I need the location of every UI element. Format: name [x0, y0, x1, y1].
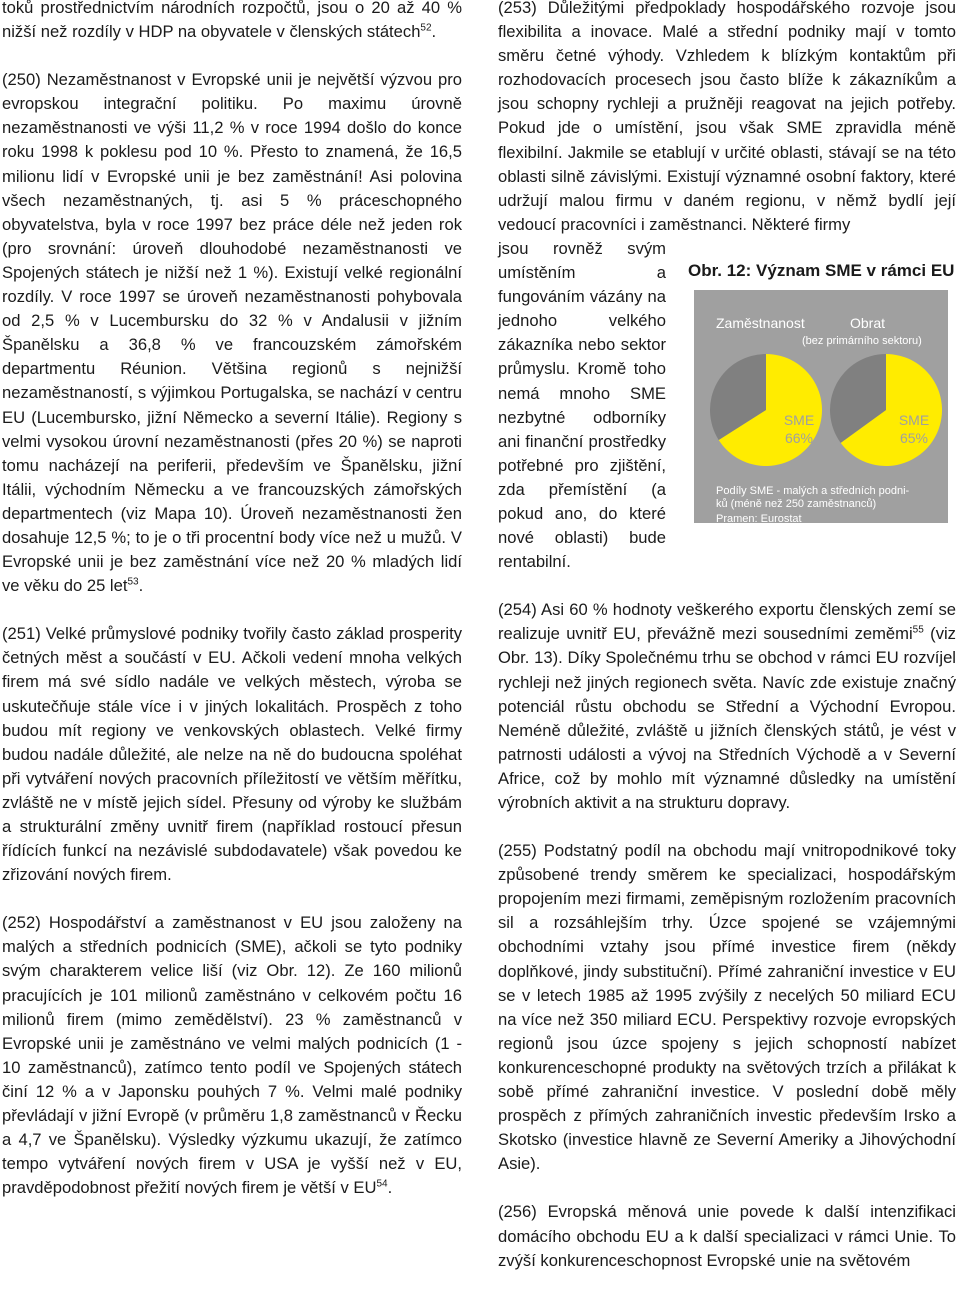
paragraph-255: (255) Podstatný podíl na obchodu mají vnitropodnikové toky způsobené trendy směrem ke specializaci, hospodářským propojením mezi firmami, zeměpisným rozložením pracovních sil a rozsáhlejším trhy. Úzce spojené se vzájemnými obchodními vztahy jsou přímé investice firem (někdy doplňkové, jindy substituční). Přímé zahraniční investice v EU se v letech 1985 až 1995 zvýšily z necelých 50 miliard ECU na více než 350 miliard ECU. Perspektivy rozvoje evropských regionů jsou úzce spojeny s jejich schopností nabízet konkurenceschopné produkty na světových trzích a přilákat k sobě přímé zahraniční investice. V poslední době měly prospěch z přímých zahraničních investic především Irsko a Skotsko (investice hlavně ze Severní Ameriky a Jihovýchodní Asie).	[498, 841, 956, 1174]
intro-paragraph: toků prostřednictvím národních rozpočtů, jsou o 20 až 40 % nižší než rozdíly v HDP na obyvatele v členských státech$^{52}$.	[2, 0, 462, 42]
paragraph-250: (250) Nezaměstnanost v Evropské unii je největší výzvou pro evropskou integrační politiku. Po maximu úrovně nezaměstnanosti ve výši 11,2 % v roce 1994 došlo do konce roku 1998 k poklesu pod 10 %. Přesto to znamená, že 16,5 milionu lidí v Evropské unii je bez zaměstnání! Asi polovina všech nezaměstnaných, tj. asi 5 % práceschopného obyvatelstva, byla v roce 1997 bez práce déle než jeden rok (pro srovnání: úroveň dlouhodobé nezaměstnanosti ve Spojených státech je nižší než 1 %). Existují velké regionální rozdíly. V roce 1997 se úroveň nezaměstnanosti pohybovala od 2,5 % v Lucembursku do 32 % v Andalusii v jižním Španělsku a 36,8 % ve francouzském zámořském departmentu Réunion. Většina regionů s nejnižší nezaměstnaností, s výjimkou Portugalska, se nachází v centru EU (Lucembursko, jižní Německo a severní Itálie). Regiony s velmi vysokou úrovní nezaměstnanosti (přes 20 %) se naproti tomu nacházejí na periferii, především ve Španělsku, jižní Itálii, východním Německu a ve francouzských zámořských departmentech (viz Mapa 10). Úroveň nezaměstnanosti žen dosahuje 12,5 %; to je o tři procentní body více než u mužů. V Evropské unii je bez zaměstnání více než 20 % mladých lidí ve věku do 25 let$^{53}$.	[2, 70, 462, 596]
footnote-ref-55[interactable]: 55	[912, 624, 924, 636]
footnote-ref-52[interactable]: 52	[420, 22, 432, 34]
paragraph-253-full: (253) Důležitými předpoklady hospodářského rozvoje jsou flexibilita a inovace. Malé a střední podniky mají v tomto směru četné výhody. Vzhledem k blízkým kontaktům při rozhodovacích procesech jsou často blíže k zákazníkům a jsou schopny rychleji a pružněji reagovat na jejich potřeby. Pokud jde o umístění, jsou však SME zpravidla méně flexibilní. Jakmile se etablují v určité oblasti, stávají se na této oblasti silně závislými. Existují významné osobní faktory, které udržují malou firmu v daném regionu, v němž bydlí její vedoucí pracovníci i zaměstnanci. Některé firmy	[498, 0, 956, 234]
caption-line-1: Podíly SME - malých a středních podni-	[716, 485, 910, 497]
label-turnover-sub: (bez primárního sektoru)	[802, 335, 922, 347]
right-column	[498, 0, 956, 1297]
paragraph-254: (254) Asi 60 % hodnoty veškerého exportu členských zemí se realizuje uvnitř EU, převážně mezi sousedními zeměmi$^{55}$ (viz Obr. 13). Díky Společnému trhu se obchod v rámci EU rozvíjel rychleji než jiných regionech světa. Navíc zde existuje značný potenciál růstu obchodu se Střední a Východní Evropou. Neméně důležité, zvláště u jižních členských států, je vést v patrnosti události a vývoj na Středních Východě a v Severní Africe, což by mohlo mít významné důsledky na umístění výrobních aktivit a na strukturu dopravy.	[498, 600, 956, 812]
paragraph-251: (251) Velké průmyslové podniky tvořily často základ prosperity četných měst a součástí v EU. Ačkoli vedení mnoha velkých firem má své sídlo nadále ve velkých městech, výroba se uskutečňuje stále více i v jiných lokalitách. Prospěch z toho budou mít regiony ve venkovských oblastech. Velké firmy budou nadále důležité, ale nelze na ně do budoucna spoléhat při vytváření nových pracovních příležitostí ve větším měřítku, zvláště ne v místě jejich sídel. Přesuny od výroby ke službám a strukturální změny uvnitř firem (například rostoucí přesun řídících funkcí na nezávislé subdodavatele) však povedou ke zřizování nových firem.	[2, 624, 462, 885]
label-employment: Zaměstnanost	[716, 315, 805, 331]
paragraph-252: (252) Hospodářství a zaměstnanost v EU jsou založeny na malých a středních podnicích (SME), ačkoli se tyto podniky svým charakterem velice liší (viz Obr. 12). Ze 160 milionů pracujících je 101 milionů zaměstnáno v celkovém počtu 16 milionů firem (mimo zemědělství). 23 % zaměstnanců v Evropské unii je zaměstnáno ve velmi malých podnicích (1 - 10 zaměstnanců), zatímco tento podíl ve Spojených státech činí 12 % a v Japonsku pouhých 7 %. Velmi malé podniky převládají v jižní Evropě (v průměru 1,8 zaměstnanců v Řecku a 4,7 ve Španělsku). Výsledky výzkumu ukazují, že zatímco tempo vytváření nových firem v USA je vyšší než v EU, pravděpodobnost přežití nových firem je větší v EU$^{54}$.	[2, 913, 462, 1198]
pie-employment-label: SME 66%	[783, 412, 815, 446]
figure-title: Obr. 12: Význam SME v rámci EU	[688, 261, 955, 280]
paragraph-256: (256) Evropská měnová unie povede k další intenzifikaci domácího obchodu EU a k další specializaci v rámci Unie. To zvýší konkurenceschopnost Evropské unie na světovém	[498, 1202, 956, 1270]
paragraph-253-wrap: jsou rovněž svým umístěním a fungováním vázány na jednoho velkého zákazníka nebo sektor průmyslu. Kromě toho nemá mnoho SME nezbytné odborníky ani finanční prostředky potřebné pro zjištění, zda přemístění (a pokud ano, do které nové oblasti) bude rentabilní.	[498, 238, 666, 572]
figure-box	[694, 290, 948, 523]
figure-source: Pramen: Eurostat	[716, 513, 802, 525]
figure-12	[680, 257, 960, 557]
pie-turnover-label: SME 65%	[898, 412, 930, 446]
label-turnover: Obrat	[850, 315, 886, 331]
caption-line-2: ků (méně než 250 zaměstnanců)	[716, 498, 877, 510]
footnote-ref-53[interactable]: 53	[127, 576, 139, 588]
left-column	[2, 0, 462, 1224]
footnote-ref-54[interactable]: 54	[376, 1178, 388, 1190]
